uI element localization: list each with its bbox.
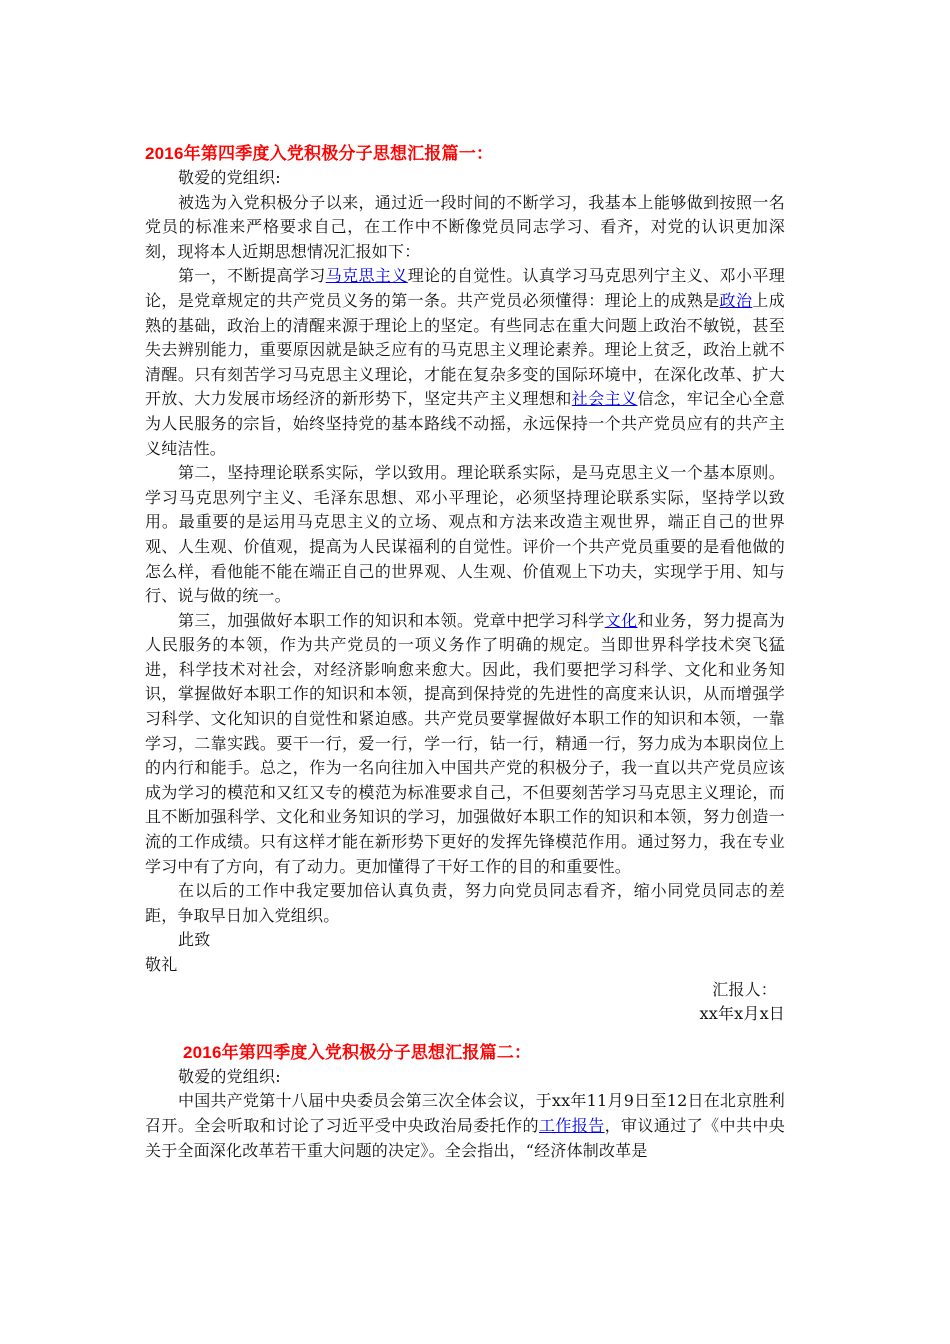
- section1-paragraph-1: [145, 264, 785, 461]
- section1-greeting: 敬爱的党组织:: [178, 168, 281, 187]
- section1-paragraph-2: 第二，坚持理论联系实际，学以致用。理论联系实际，是马克思主义一个基本原则。学习马克思列宁主义、毛泽东思想、邓小平理论，必须坚持理论联系实际，坚持学以致用。最重要的是运用马克思主义的立场、观点和方法来改造主观世界，端正自己的世界观、人生观、价值观，提高为人民谋福利的自觉性。评价一个共产党员重要的是看他做的怎么样，看他能不能在端正自己的世界观、人生观、价值观上下功夫，实现学于用、知与行、说与做的统一。: [145, 463, 785, 606]
- section1-title: 2016年第四季度入党积极分子思想汇报篇一：: [145, 144, 494, 163]
- text: 和业务，努力提高为人民服务的本领，作为共产党员的一项义务作了明确的规定。当即世界科学技术突飞猛进，科学技术对社会，对经济影响愈来愈大。因此，我们要把学习科学、文化和业务知识，掌握做好本职工作的知识和本领，提高到保持党的先进性的高度来认识，从而增强学习科学、文化知识的自觉性和紧迫感。共产党员要掌握做好本职工作的知识和本领，一靠学习，二靠实践。要干一行，爱一行，学一行，钻一行，精通一行，努力成为本职岗位上的内行和能手。总之，作为一名向往加入中国共产党的积极分子，我一直以共产党员应该成为学习的模范和又红又专的模范为标准要求自己，不但要刻苦学习马克思主义理论，而且不断加强科学、文化和业务知识的学习，加强做好本职工作的知识和本领，努力创造一流的工作成绩。只有这样才能在新形势下更好的发挥先锋模范作用。通过努力，我在专业学习中有了方向，有了动力。更加懂得了干好工作的目的和重要性。: [145, 610, 786, 876]
- report-date: xx年x月x日: [699, 1004, 785, 1024]
- link-politics[interactable]: 政治: [719, 290, 753, 310]
- text: 理论的自觉性。认真学习马克思列宁主义、邓小平理论，是党章规定的共产党员义务的第一条。共产党员必须懂得：理论上的成熟是: [145, 266, 785, 310]
- text: 第一，不断提高学习: [178, 266, 326, 286]
- link-work-report[interactable]: 工作报告: [538, 1115, 605, 1135]
- section1-paragraph-3: [145, 609, 785, 880]
- section1-intro: 被选为入党积极分子以来，通过近一段时间的不断学习，我基本上能够做到按照一名党员的标准来严格要求自己，在工作中不断像党员同志学习、看齐，对党的认识更加深刻，现将本人近期思想情况汇报如下：: [145, 192, 785, 261]
- section2-greeting: 敬爱的党组织:: [178, 1066, 281, 1086]
- closing-regards: 敬礼: [145, 955, 178, 974]
- link-culture[interactable]: 文化: [604, 610, 638, 630]
- reporter-label: 汇报人：: [712, 979, 777, 999]
- section1-paragraph-4: 在以后的工作中我定要加倍认真负责，努力向党员同志看齐，缩小同党员同志的差距，争取早日加入党组织。: [145, 881, 785, 925]
- link-socialism[interactable]: 社会主义: [571, 389, 638, 409]
- text: 第三，加强做好本职工作的知识和本领。党章中把学习科学: [178, 610, 605, 630]
- section2-title: 2016年第四季度入党积极分子思想汇报篇二：: [183, 1042, 532, 1062]
- section2-paragraph-1: [145, 1089, 785, 1163]
- link-marxism[interactable]: 马克思主义: [325, 266, 408, 286]
- text: 中国共产党第十八届中央委员会第三次全体会议，于xx年11月9日至12日在北京胜利召开。全会听取和讨论了习近平受中央政治局委托作的: [145, 1091, 785, 1135]
- text: 上成熟的基础，政治上的清醒来源于理论上的坚定。有些同志在重大问题上政治不敏锐，甚至失去辨别能力，重要原因就是缺乏应有的马克思主义理论素养。理论上贫乏，政治上就不清醒。只有刻苦学习马克思主义理论，才能在复杂多变的国际环境中，在深化改革、扩大开放、大力发展市场经济的新形势下，坚定共产主义理想和: [145, 290, 785, 409]
- text: 信念，牢记全心全意为人民服务的宗旨，始终坚持党的基本路线不动摇，永远保持一个共产党员应有的共产主义纯洁性。: [145, 389, 785, 458]
- text: ，审议通过了《中共中央关于全面深化改革若干重大问题的决定》。全会指出，“经济体制改革是: [145, 1115, 785, 1160]
- document-page: [145, 142, 785, 1163]
- closing-salutation: 此致: [178, 930, 211, 950]
